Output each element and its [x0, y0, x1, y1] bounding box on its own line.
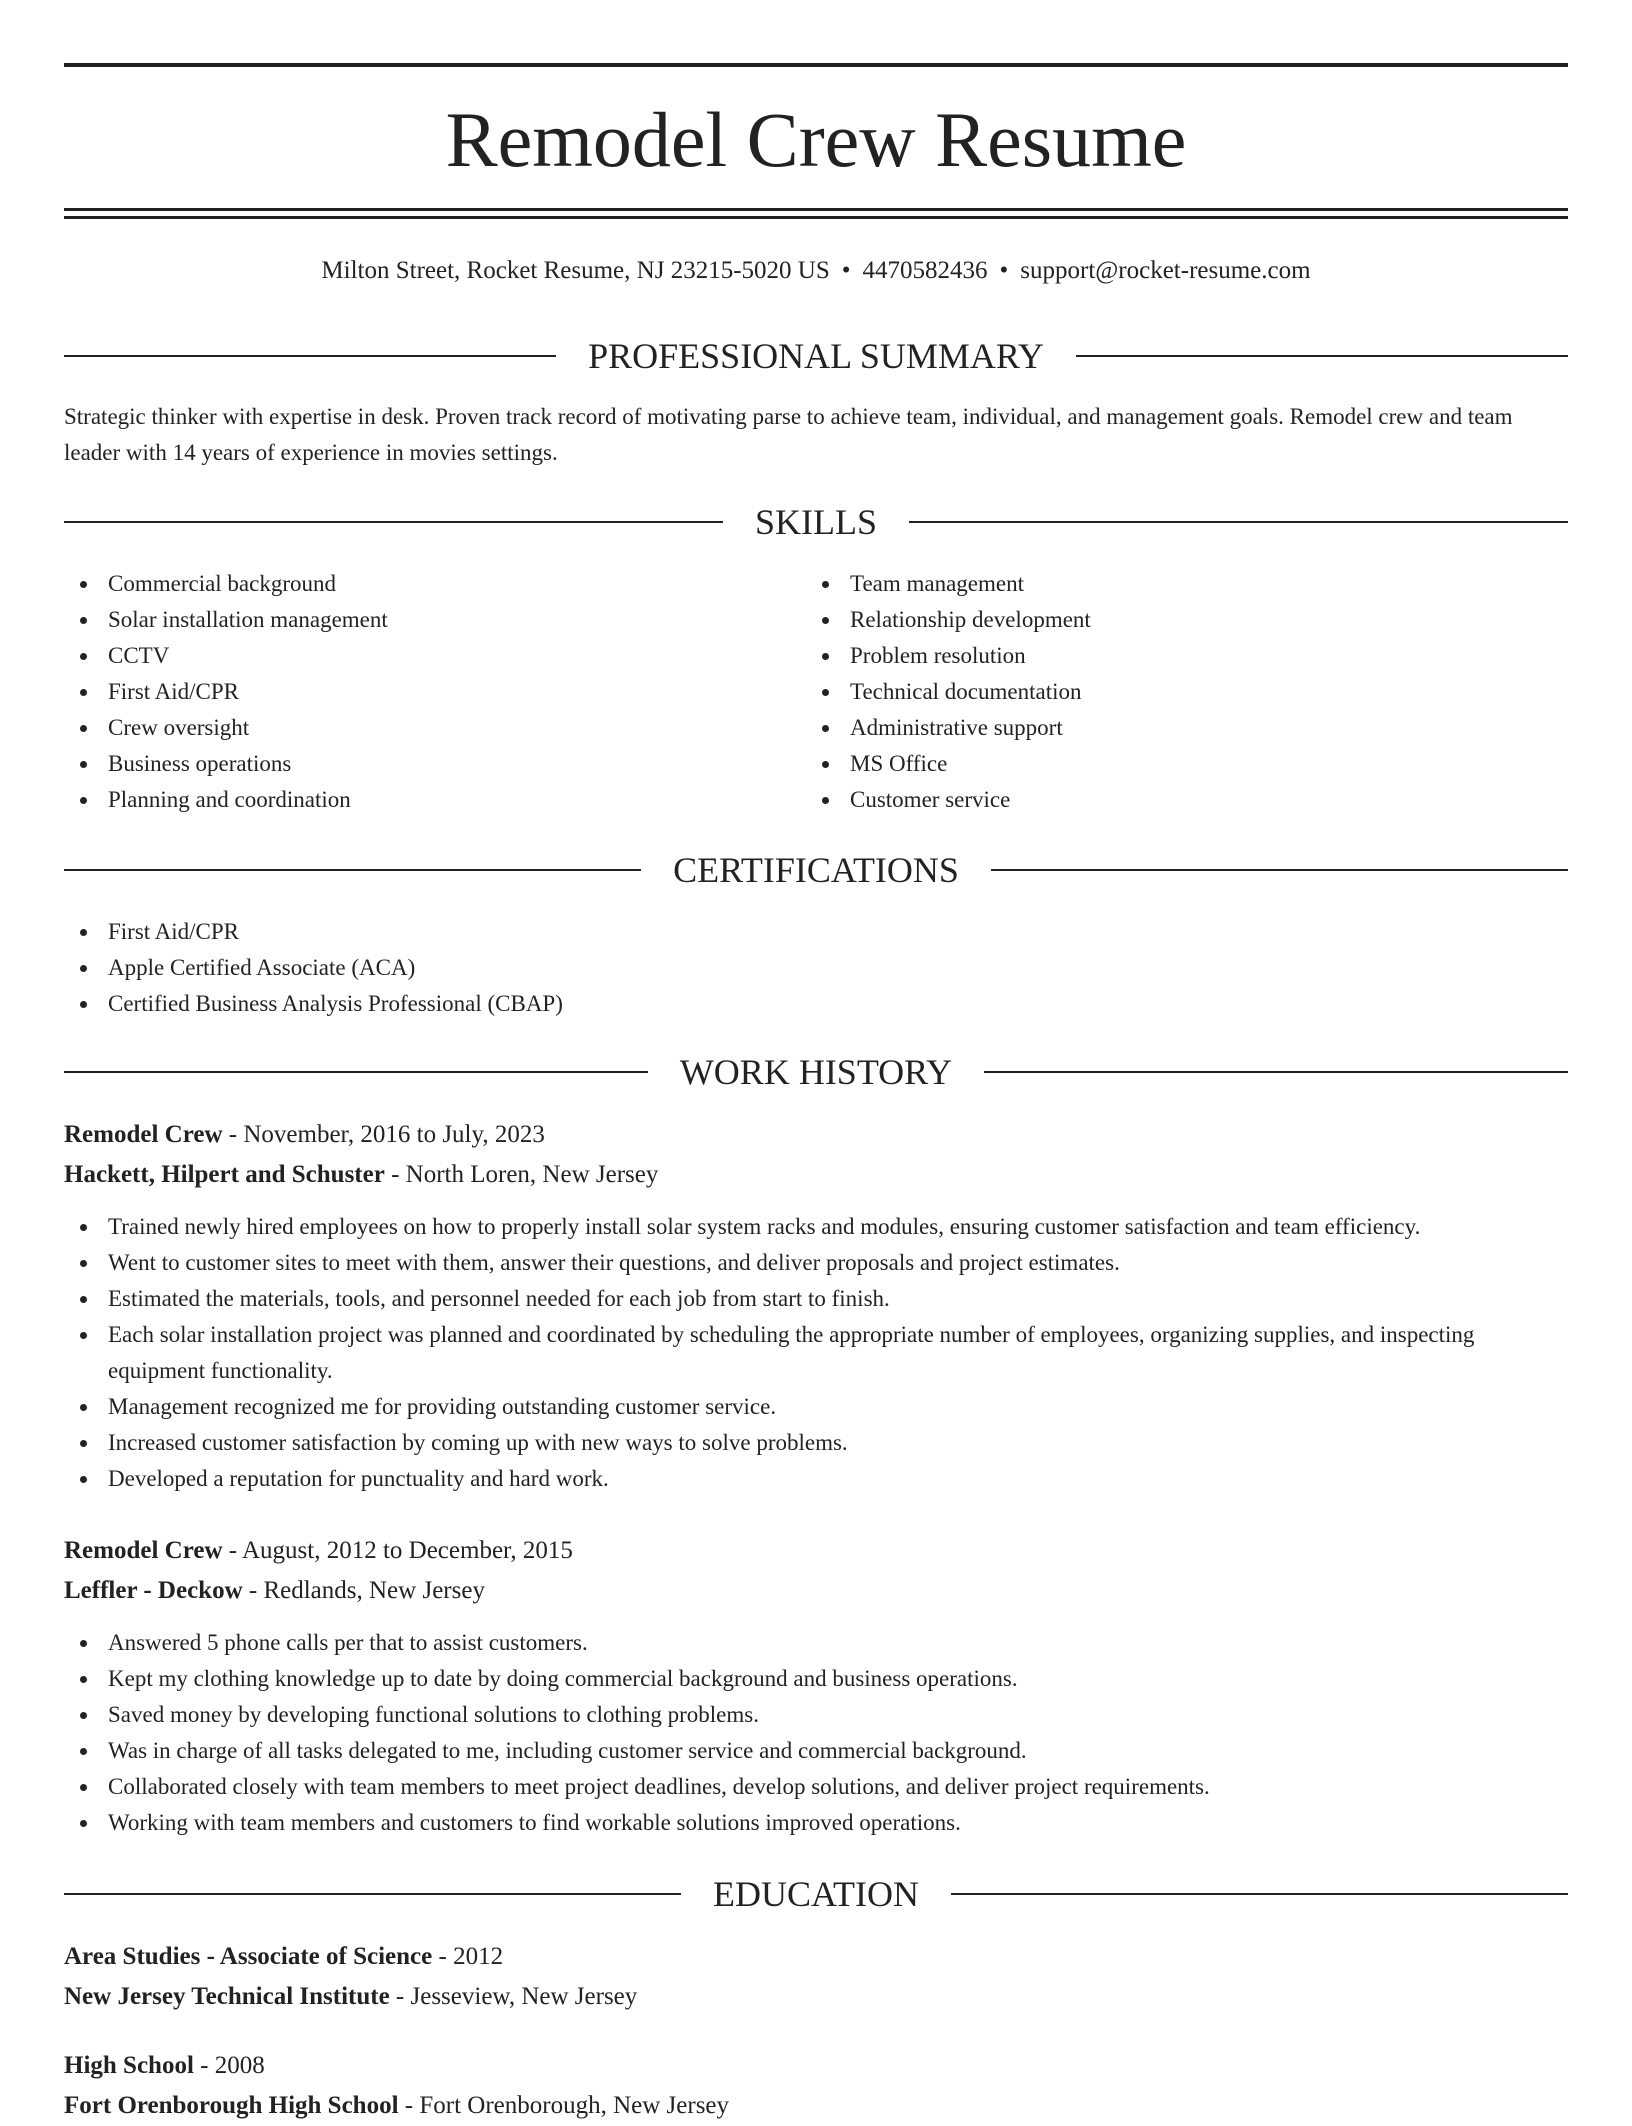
skill-item: CCTV	[64, 638, 784, 674]
skill-item: Business operations	[64, 746, 784, 782]
heading-rule	[1076, 355, 1568, 357]
skill-item: Team management	[806, 566, 1566, 602]
skill-item: Planning and coordination	[64, 782, 784, 818]
certification-item: First Aid/CPR	[64, 914, 1568, 950]
section-title: SKILLS	[755, 502, 878, 542]
job-bullet: Kept my clothing knowledge up to date by doing commercial background and business operations.	[64, 1661, 1568, 1697]
certification-item: Apple Certified Associate (ACA)	[64, 950, 1568, 986]
job-bullet: Developed a reputation for punctuality and hard work.	[64, 1461, 1568, 1497]
job-title-line	[64, 1531, 1568, 1571]
heading-rule	[991, 869, 1568, 871]
education-school: New Jersey Technical Institute	[64, 1983, 390, 2010]
job-bullet: Each solar installation project was planned and coordinated by scheduling the appropriate number of employees, organizing supplies, and inspecting equipment functionality.	[64, 1317, 1568, 1389]
title-rule-lower	[64, 216, 1568, 219]
title-rule-upper	[64, 208, 1568, 211]
job-title: Remodel Crew	[64, 1121, 223, 1148]
job-bullet: Estimated the materials, tools, and personnel needed for each job from start to finish.	[64, 1281, 1568, 1317]
job-company-line	[64, 1571, 1568, 1611]
heading-rule	[64, 355, 556, 357]
education-degree: High School	[64, 2052, 194, 2079]
job-dates: - August, 2012 to December, 2015	[222, 1537, 573, 1564]
contact-line	[64, 254, 1568, 288]
job-bullet: Management recognized me for providing outstanding customer service.	[64, 1389, 1568, 1425]
top-rule	[64, 63, 1568, 67]
skill-item: Technical documentation	[806, 674, 1566, 710]
heading-rule	[951, 1893, 1568, 1895]
skill-item: Problem resolution	[806, 638, 1566, 674]
job-title-line	[64, 1115, 1568, 1155]
education-school-line	[64, 1977, 1568, 2017]
skill-item: MS Office	[806, 746, 1566, 782]
heading-rule	[64, 869, 641, 871]
education-school-line	[64, 2086, 1568, 2126]
education-heading	[64, 1872, 1568, 1916]
education-school: Fort Orenborough High School	[64, 2092, 399, 2119]
education-degree: Area Studies - Associate of Science	[64, 1943, 433, 1970]
education-year: - 2012	[432, 1943, 504, 1970]
job-bullet: Increased customer satisfaction by coming up with new ways to solve problems.	[64, 1425, 1568, 1461]
education-year: - 2008	[193, 2052, 265, 2079]
job-bullet: Was in charge of all tasks delegated to me, including customer service and commercial background.	[64, 1733, 1568, 1769]
job-company-line	[64, 1155, 1568, 1195]
skill-item: Solar installation management	[64, 602, 784, 638]
certifications-list	[64, 914, 1568, 1022]
section-title: PROFESSIONAL SUMMARY	[588, 336, 1044, 376]
heading-rule	[64, 1071, 648, 1073]
contact-separator: •	[841, 257, 851, 284]
job-location: - North Loren, New Jersey	[384, 1161, 659, 1188]
job-bullets	[64, 1625, 1568, 1841]
skills-right-column	[806, 566, 1566, 818]
contact-phone: 4470582436	[862, 257, 988, 284]
skill-item: Administrative support	[806, 710, 1566, 746]
skill-item: Commercial background	[64, 566, 784, 602]
education-location: - Fort Orenborough, New Jersey	[398, 2092, 730, 2119]
education-degree-line	[64, 1937, 1568, 1977]
job-location: - Redlands, New Jersey	[242, 1577, 485, 1604]
skill-item: First Aid/CPR	[64, 674, 784, 710]
work-history-heading	[64, 1050, 1568, 1094]
contact-email: support@rocket-resume.com	[1020, 257, 1311, 284]
job-bullet: Answered 5 phone calls per that to assist customers.	[64, 1625, 1568, 1661]
job-bullet: Went to customer sites to meet with them, answer their questions, and deliver proposals and project estimates.	[64, 1245, 1568, 1281]
summary-text: Strategic thinker with expertise in desk. Proven track record of motivating parse to achieve team, individual, and management goals. Remodel crew and team leader with 14 years of experience in movies settings.	[64, 404, 1513, 465]
heading-rule	[909, 521, 1568, 523]
skills-left-column	[64, 566, 784, 818]
education-location: - Jesseview, New Jersey	[389, 1983, 638, 2010]
education-degree-line	[64, 2046, 1568, 2086]
summary-heading	[64, 334, 1568, 378]
certifications-heading	[64, 848, 1568, 892]
certification-item: Certified Business Analysis Professional (CBAP)	[64, 986, 1568, 1022]
section-title: CERTIFICATIONS	[673, 850, 959, 890]
skill-item: Relationship development	[806, 602, 1566, 638]
job-company: Leffler - Deckow	[64, 1577, 243, 1604]
skill-item: Crew oversight	[64, 710, 784, 746]
job-company: Hackett, Hilpert and Schuster	[64, 1161, 385, 1188]
section-title: EDUCATION	[713, 1874, 919, 1914]
job-bullet: Trained newly hired employees on how to properly install solar system racks and modules, ensuring customer satisfaction and team efficiency.	[64, 1209, 1568, 1245]
job-bullets	[64, 1209, 1568, 1497]
heading-rule	[64, 521, 723, 523]
heading-rule	[64, 1893, 681, 1895]
contact-separator: •	[999, 257, 1009, 284]
contact-address: Milton Street, Rocket Resume, NJ 23215-5020 US	[321, 257, 830, 284]
section-title: WORK HISTORY	[679, 1052, 953, 1092]
skill-item: Customer service	[806, 782, 1566, 818]
heading-rule	[984, 1071, 1568, 1073]
resume-title: Remodel Crew Resume	[445, 96, 1187, 183]
job-bullet: Collaborated closely with team members to meet project deadlines, develop solutions, and deliver project requirements.	[64, 1769, 1568, 1805]
skills-heading	[64, 500, 1568, 544]
job-dates: - November, 2016 to July, 2023	[222, 1121, 545, 1148]
job-title: Remodel Crew	[64, 1537, 223, 1564]
job-bullet: Working with team members and customers to find workable solutions improved operations.	[64, 1805, 1568, 1841]
job-bullet: Saved money by developing functional solutions to clothing problems.	[64, 1697, 1568, 1733]
